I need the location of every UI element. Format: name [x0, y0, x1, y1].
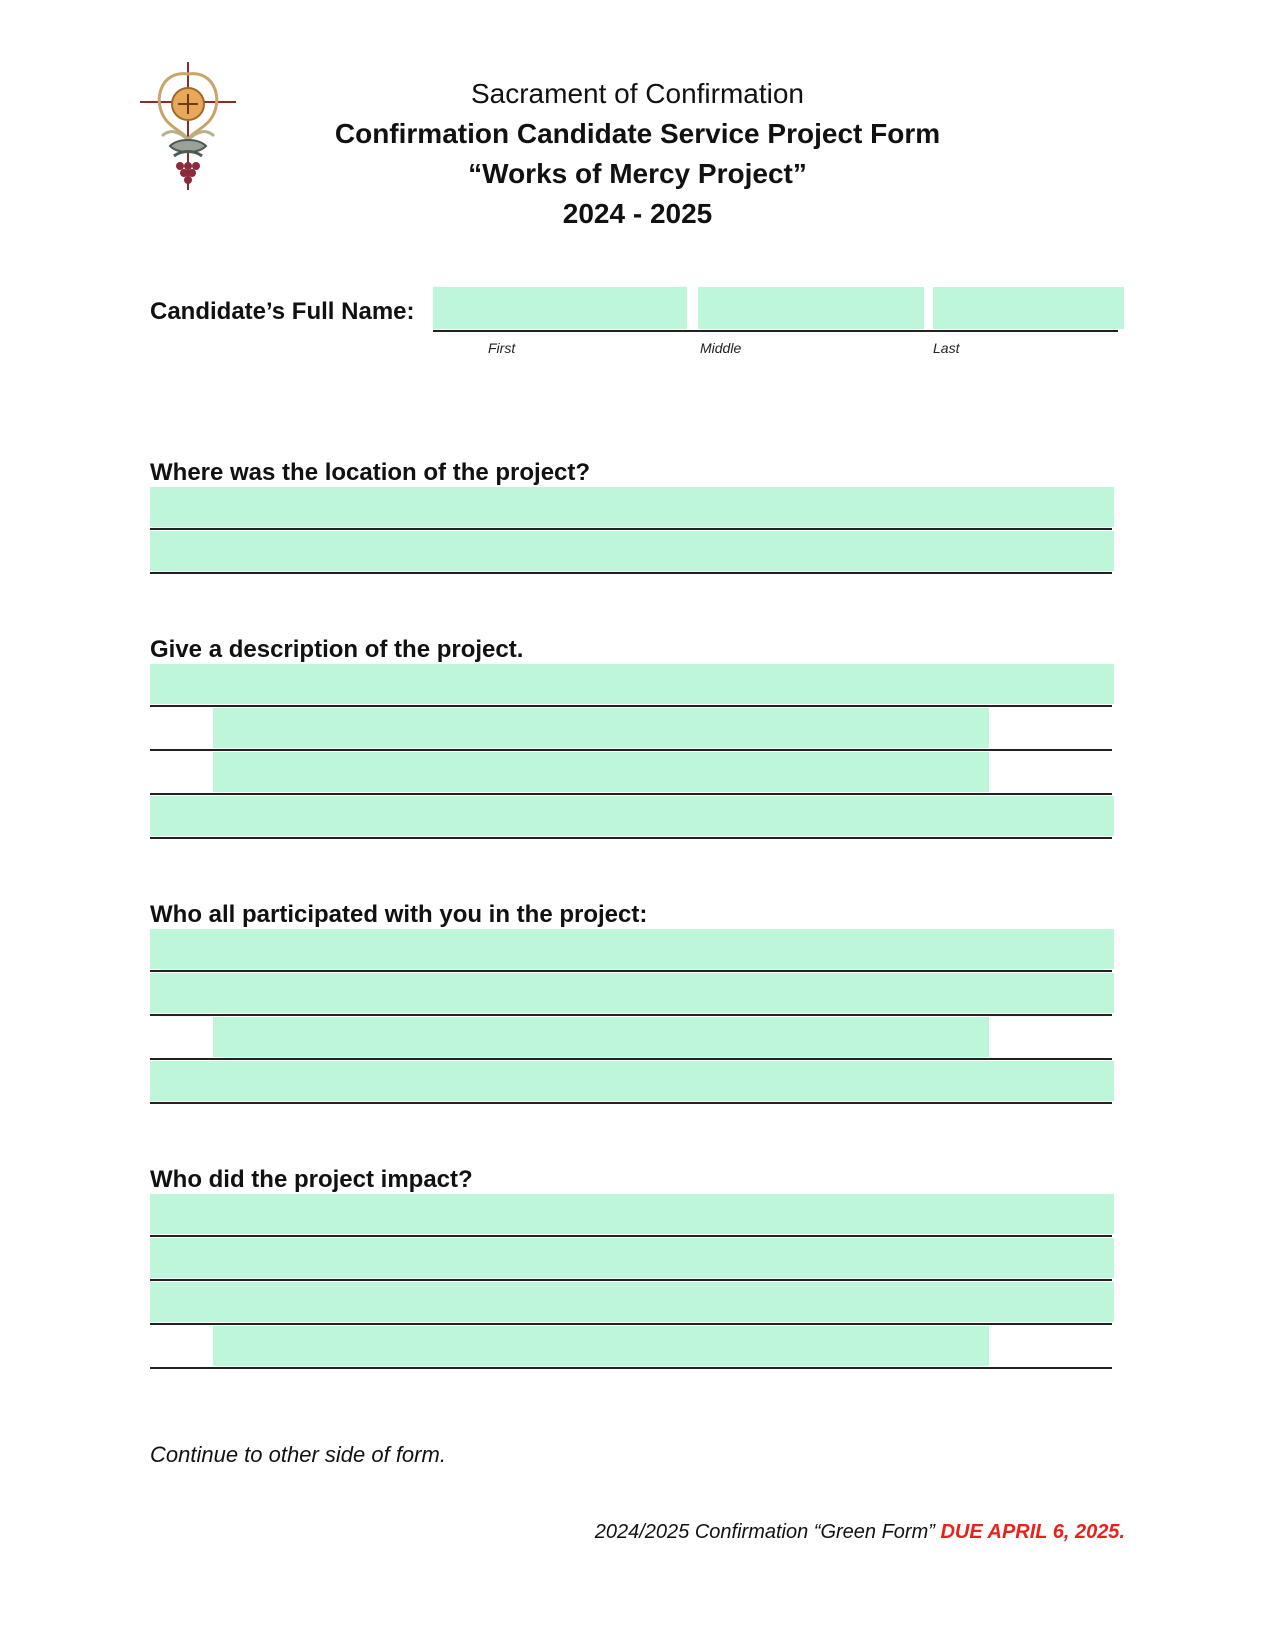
participants-answer-field-2[interactable] [150, 973, 1114, 1013]
description-answer-field-2[interactable] [213, 708, 989, 748]
location-question: Where was the location of the project? [150, 459, 591, 486]
answer-line [150, 705, 1112, 707]
impact-question: Who did the project impact? [150, 1166, 473, 1193]
participants-answer-field-1[interactable] [150, 929, 1114, 969]
middle-label: Middle [700, 340, 742, 356]
due-date: DUE APRIL 6, 2025. [940, 1521, 1125, 1543]
answer-line [150, 1367, 1112, 1369]
location-answer-field-2[interactable] [150, 531, 1114, 571]
impact-answer-field-4[interactable] [213, 1326, 989, 1366]
participants-question: Who all participated with you in the project: [150, 901, 648, 928]
footer-form-name: 2024/2025 Confirmation “Green Form” [594, 1521, 941, 1543]
full-name-label: Candidate’s Full Name: [150, 298, 415, 325]
answer-line [150, 528, 1112, 530]
answer-line [150, 572, 1112, 574]
first-label: First [488, 340, 516, 356]
footer-note [595, 1521, 1125, 1544]
answer-line [150, 1279, 1112, 1281]
last-label: Last [933, 340, 960, 356]
description-answer-field-1[interactable] [150, 664, 1114, 704]
project-subtitle: “Works of Mercy Project” [468, 158, 807, 189]
impact-answer-field-3[interactable] [150, 1282, 1114, 1322]
answer-line [150, 1323, 1112, 1325]
impact-answer-field-2[interactable] [150, 1238, 1114, 1278]
middle-name-field[interactable] [698, 287, 924, 329]
description-answer-field-4[interactable] [150, 796, 1114, 836]
form-title: Confirmation Candidate Service Project Form [334, 118, 941, 149]
participants-answer-field-4[interactable] [150, 1061, 1114, 1101]
impact-answer-field-1[interactable] [150, 1194, 1114, 1234]
answer-line [150, 1058, 1112, 1060]
name-underline [433, 330, 1118, 332]
answer-line [150, 970, 1112, 972]
answer-line [150, 837, 1112, 839]
continue-note: Continue to other side of form. [150, 1442, 446, 1467]
last-name-field[interactable] [933, 287, 1124, 329]
description-question: Give a description of the project. [150, 636, 524, 663]
year-range: 2024 - 2025 [562, 198, 713, 229]
header-sacrament: Sacrament of Confirmation [470, 78, 805, 109]
answer-line [150, 1102, 1112, 1104]
participants-answer-field-3[interactable] [213, 1017, 989, 1057]
first-name-field[interactable] [433, 287, 687, 329]
answer-line [150, 1014, 1112, 1016]
location-answer-field-1[interactable] [150, 487, 1114, 527]
answer-line [150, 1235, 1112, 1237]
description-answer-field-3[interactable] [213, 752, 989, 792]
answer-line [150, 793, 1112, 795]
answer-line [150, 749, 1112, 751]
